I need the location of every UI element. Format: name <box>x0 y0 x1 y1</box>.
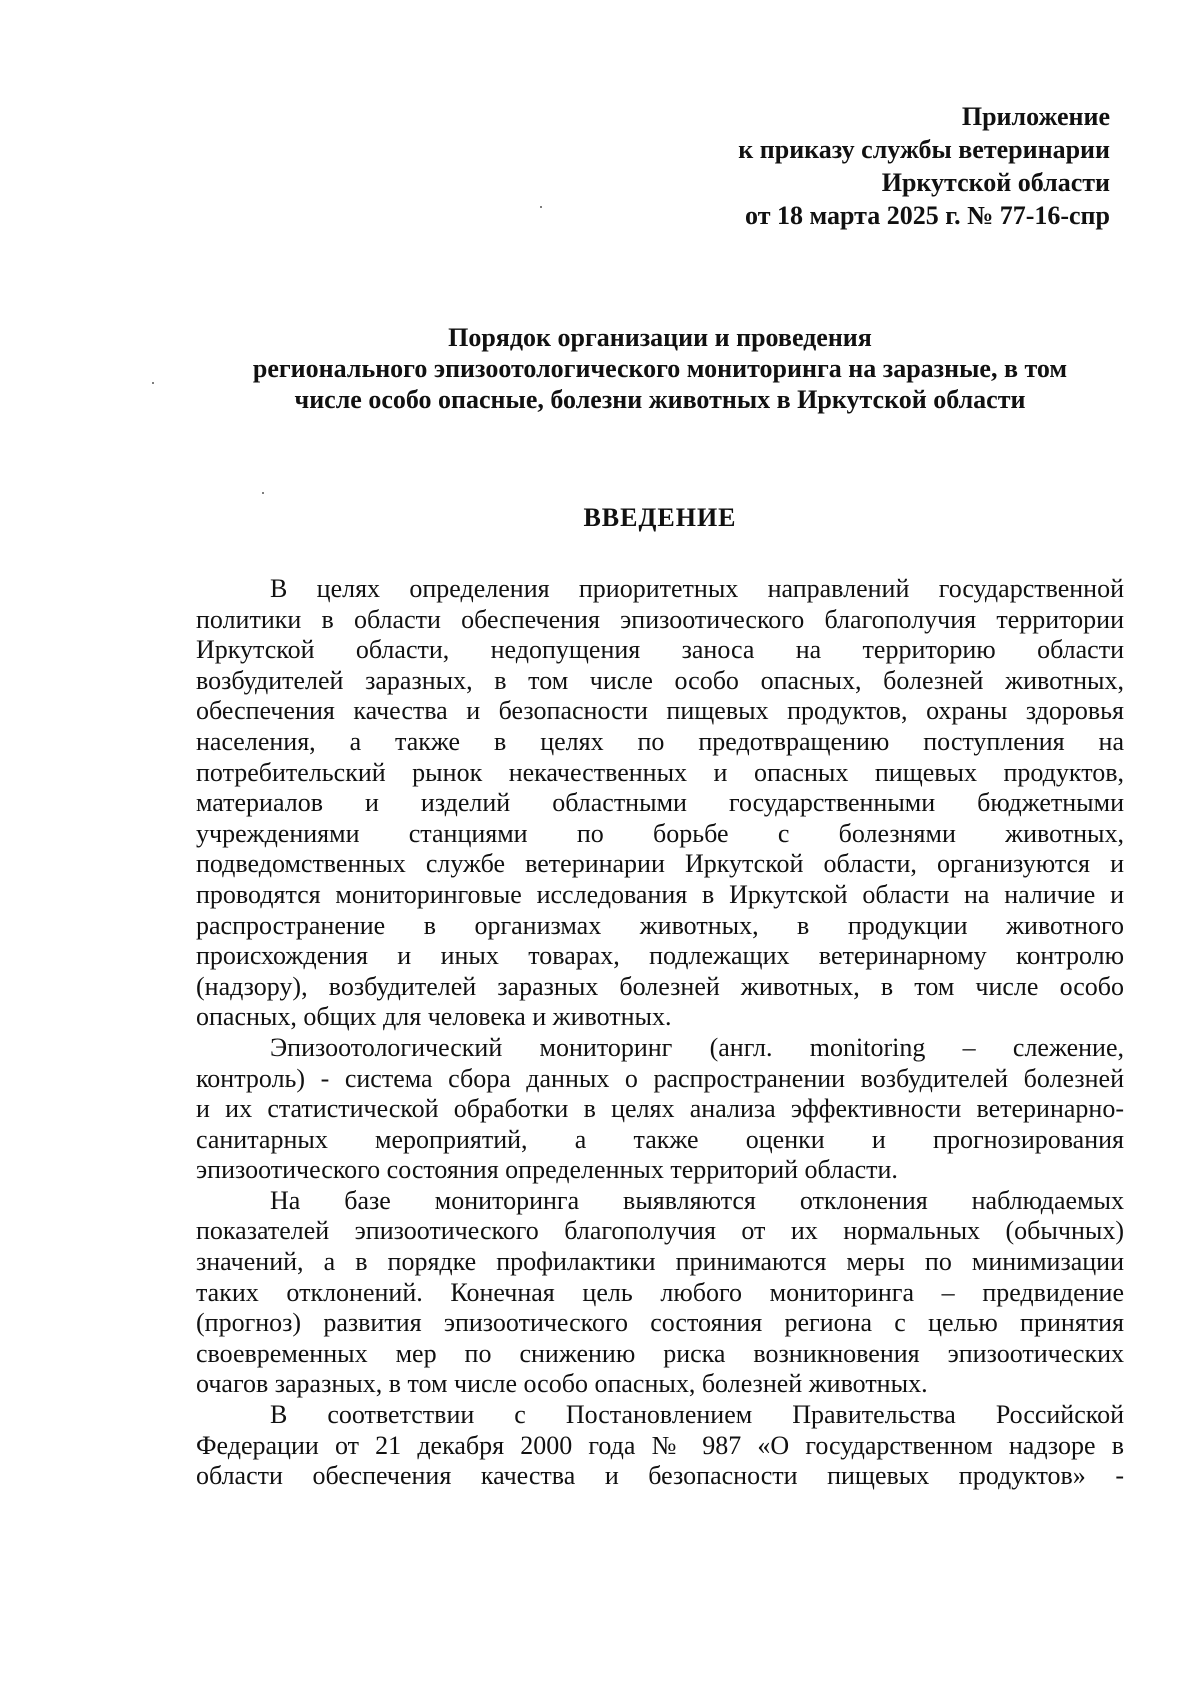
paragraph <box>196 1033 1124 1186</box>
paragraph-line: значений, а в порядке профилактики принимаются меры по минимизации <box>196 1247 1124 1277</box>
paragraph-line: учреждениями станциями по борьбе с болезнями животных, <box>196 818 1124 848</box>
paragraph-line: санитарных мероприятий, а также оценки и прогнозирования <box>196 1124 1124 1154</box>
paragraph-line: потребительский рынок некачественных и опасных пищевых продуктов, <box>196 757 1124 787</box>
paragraph-line: эпизоотического состояния определенных территорий области. <box>196 1155 898 1185</box>
paragraph-line: Федерации от 21 декабря 2000 года № 987 «О государственном надзоре в <box>196 1430 1124 1460</box>
paragraph-line: В целях определения приоритетных направлений государственной <box>270 574 1124 603</box>
title-line: числе особо опасные, болезни животных в Иркутской области <box>294 385 1026 414</box>
paragraph <box>196 1186 1124 1400</box>
scan-speck <box>540 206 542 208</box>
paragraph-line: подведомственных службе ветеринарии Иркутской области, организуются и <box>196 849 1124 879</box>
paragraph-line: происхождения и иных товарах, подлежащих ветеринарному контролю <box>196 941 1124 971</box>
appendix-line: от 18 марта 2025 г. № 77-16-спр <box>745 201 1110 230</box>
paragraph-line: населения, а также в целях по предотвращению поступления на <box>196 726 1124 756</box>
paragraph-line: контроль) - система сбора данных о распространении возбудителей болезней <box>196 1063 1124 1093</box>
paragraph-line: В соответствии с Постановлением Правительства Российской <box>270 1400 1124 1430</box>
body-text <box>196 574 1124 1492</box>
scan-speck <box>152 382 154 384</box>
paragraph-line: (прогноз) развития эпизоотического состояния региона с целью принятия <box>196 1308 1124 1338</box>
paragraph <box>196 574 1124 1033</box>
paragraph-line: возбудителей заразных, в том числе особо опасных, болезней животных, <box>196 665 1124 695</box>
paragraph-line: области обеспечения качества и безопасности пищевых продуктов» - <box>196 1461 1124 1491</box>
paragraph-line: материалов и изделий областными государственными бюджетными <box>196 788 1124 818</box>
paragraph-line: своевременных мер по снижению риска возникновения эпизоотических <box>196 1338 1124 1368</box>
scan-speck <box>262 492 264 494</box>
paragraph-line: проводятся мониторинговые исследования в Иркутской области на наличие и <box>196 879 1124 909</box>
paragraph-line: Иркутской области, недопущения заноса на территорию области <box>196 635 1124 665</box>
paragraph <box>196 1400 1124 1492</box>
paragraph-line: показателей эпизоотического благополучия от их нормальных (обычных) <box>196 1216 1124 1246</box>
document-title <box>196 322 1124 415</box>
appendix-line: Иркутской области <box>881 168 1110 197</box>
paragraph-line: Эпизоотологический мониторинг (англ. monitoring – слежение, <box>270 1032 1124 1062</box>
section-heading: ВВЕДЕНИЕ <box>583 503 737 532</box>
appendix-line: к приказу службы ветеринарии <box>738 135 1110 164</box>
paragraph-line: (надзору), возбудителей заразных болезней животных, в том числе особо <box>196 971 1124 1001</box>
paragraph-line: очагов заразных, в том числе особо опасных, болезней животных. <box>196 1369 928 1399</box>
paragraph-line: На базе мониторинга выявляются отклонения наблюдаемых <box>270 1185 1124 1215</box>
paragraph-line: политики в области обеспечения эпизоотического благополучия территории <box>196 604 1124 634</box>
paragraph-line: распространение в организмах животных, в продукции животного <box>196 910 1124 940</box>
title-line: регионального эпизоотологического мониторинга на заразные, в том <box>252 354 1068 383</box>
appendix-header <box>738 100 1110 232</box>
appendix-line: Приложение <box>961 102 1110 131</box>
paragraph-line: таких отклонений. Конечная цель любого мониторинга – предвидение <box>196 1277 1124 1307</box>
paragraph-line: и их статистической обработки в целях анализа эффективности ветеринарно- <box>196 1094 1124 1124</box>
paragraph-line: обеспечения качества и безопасности пищевых продуктов, охраны здоровья <box>196 696 1124 726</box>
title-line: Порядок организации и проведения <box>448 323 872 352</box>
paragraph-line: опасных, общих для человека и животных. <box>196 1002 672 1032</box>
